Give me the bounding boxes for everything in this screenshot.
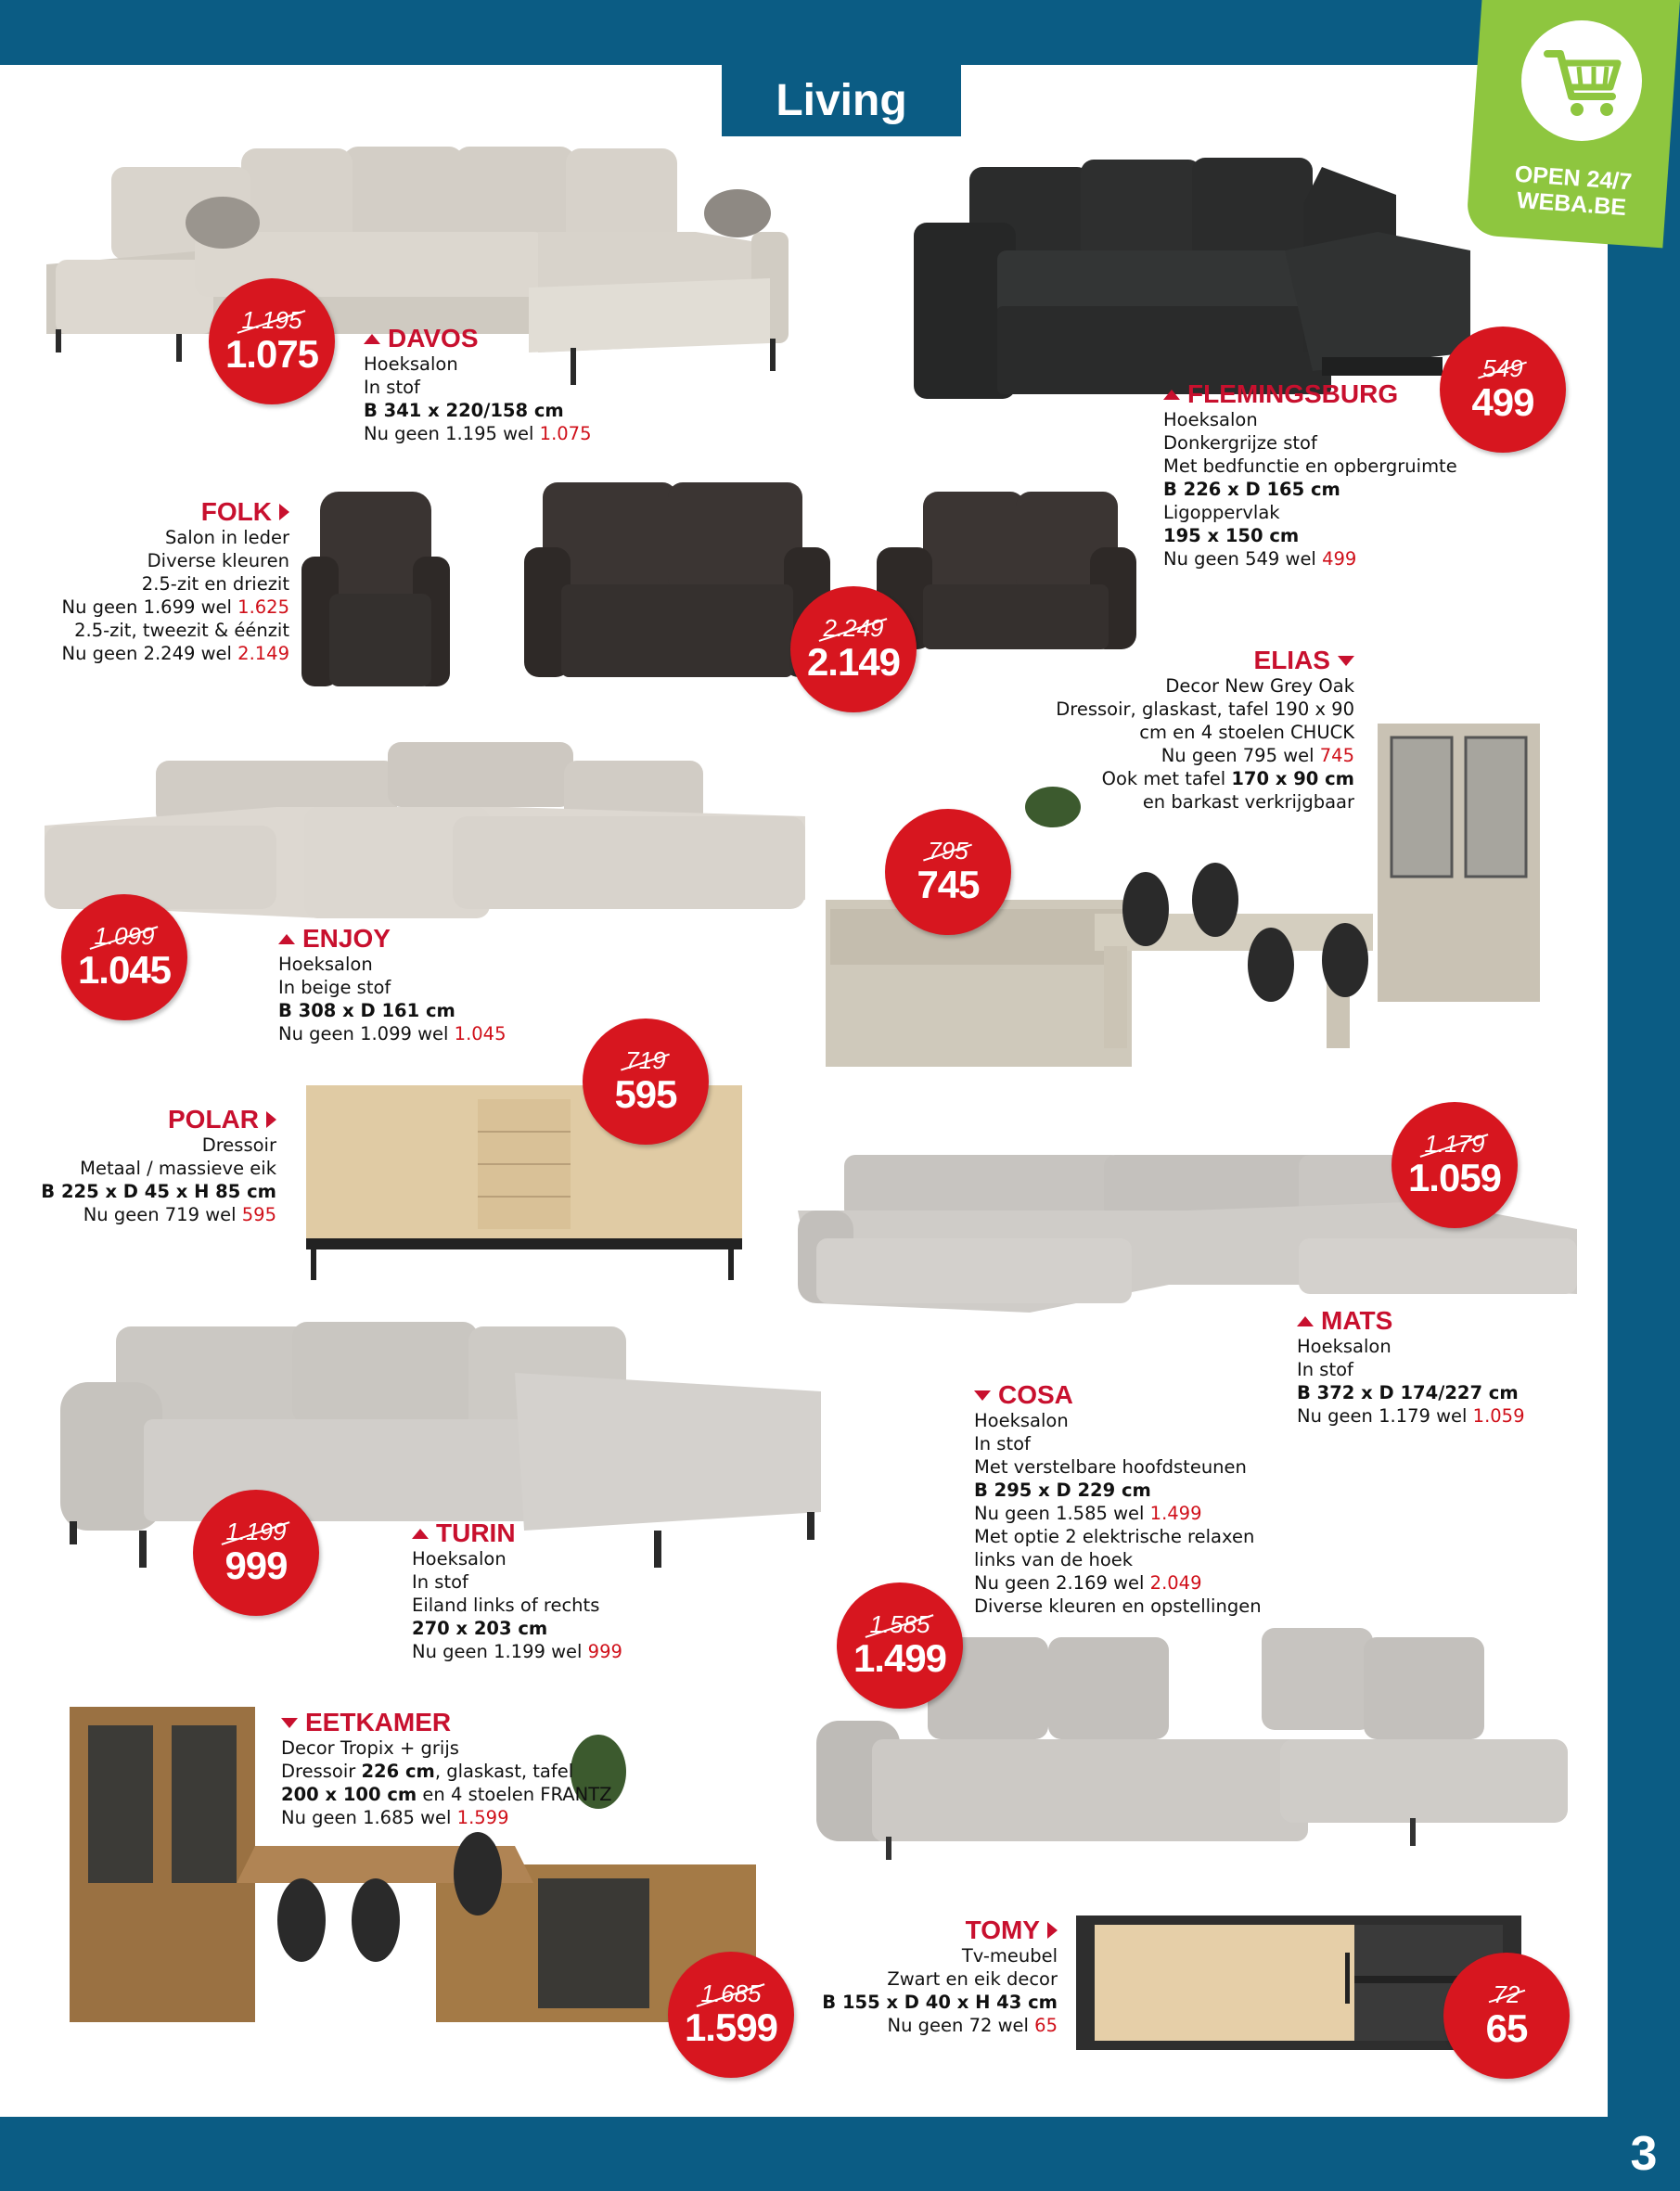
new-price: 999	[224, 1544, 288, 1587]
elias-price-badge[interactable]	[885, 809, 1011, 935]
cart-circle[interactable]	[1521, 20, 1642, 141]
polar-price-line: Nu geen 719 wel 595	[83, 1204, 276, 1225]
new-price: 1.045	[77, 948, 172, 992]
turin-name[interactable]: TURIN	[412, 1519, 622, 1547]
folk-line: 2.5-zit en driezit	[141, 573, 289, 595]
new-price: 2.149	[806, 640, 901, 684]
flemingsburg-line: Met bedfunctie en opbergruimte	[1163, 455, 1457, 477]
tomy-line: Tv-meubel	[961, 1945, 1058, 1967]
cosa-line: links van de hoek	[974, 1549, 1134, 1570]
caret-right-icon	[266, 1111, 276, 1128]
eetkamer-info	[281, 1709, 611, 1829]
caret-up-icon	[412, 1529, 429, 1539]
new-price: 745	[917, 863, 980, 906]
enjoy-info	[278, 925, 507, 1045]
folk-price-line-1: Nu geen 1.699 wel 1.625	[61, 596, 289, 618]
polar-line: Metaal / massieve eik	[80, 1158, 276, 1179]
new-price: 1.599	[684, 2005, 778, 2049]
cosa-price-badge[interactable]	[837, 1582, 963, 1709]
davos-line-type: Hoeksalon	[364, 353, 458, 375]
turin-dimensions: 270 x 203 cm	[412, 1618, 548, 1639]
flemingsburg-price-line: Nu geen 549 wel 499	[1163, 548, 1357, 570]
caret-up-icon	[1297, 1316, 1314, 1326]
shopping-cart-icon	[1521, 20, 1642, 141]
shop-tab-text[interactable]: OPEN 24/7 WEBA.BE	[1513, 160, 1634, 222]
eetkamer-name[interactable]: EETKAMER	[281, 1709, 611, 1736]
mats-dimensions: B 372 x D 174/227 cm	[1297, 1382, 1519, 1403]
mats-name[interactable]: MATS	[1297, 1307, 1525, 1335]
elias-line: en barkast verkrijgbaar	[1142, 791, 1354, 813]
flemingsburg-sofa-image	[914, 148, 1470, 399]
tomy-price-badge[interactable]	[1443, 1953, 1570, 2079]
new-price: 65	[1485, 2006, 1528, 2050]
old-price: 2.249	[823, 614, 884, 642]
elias-line-table: Ook met tafel 170 x 90 cm	[1101, 768, 1354, 789]
davos-info	[364, 325, 592, 445]
polar-dimensions: B 225 x D 45 x H 85 cm	[41, 1181, 276, 1202]
eetkamer-price-badge[interactable]	[668, 1952, 794, 2078]
eetkamer-price-line: Nu geen 1.685 wel 1.599	[281, 1807, 509, 1828]
new-price: 1.499	[853, 1636, 947, 1680]
folk-line: Salon in leder	[164, 527, 289, 548]
eetkamer-line: Decor Tropix + grijs	[281, 1737, 459, 1759]
tomy-dimensions: B 155 x D 40 x H 43 cm	[822, 1992, 1058, 2013]
old-price: 1.179	[1424, 1130, 1485, 1158]
folk-name[interactable]: FOLK	[37, 498, 289, 526]
folk-info	[37, 498, 289, 665]
mats-price-line: Nu geen 1.179 wel 1.059	[1297, 1405, 1525, 1427]
elias-line: Dressoir, glaskast, tafel 190 x 90	[1056, 698, 1354, 720]
elias-info	[983, 647, 1354, 814]
eetkamer-line-table: 200 x 100 cm en 4 stoelen FRANTZ	[281, 1784, 612, 1805]
davos-price-line: Nu geen 1.195 wel 1.075	[364, 423, 592, 444]
flemingsburg-name[interactable]: FLEMINGSBURG	[1163, 380, 1457, 408]
tomy-info	[816, 1916, 1058, 2037]
polar-price-badge[interactable]	[583, 1019, 709, 1145]
mats-line: In stof	[1297, 1359, 1353, 1380]
turin-price-badge[interactable]	[193, 1490, 319, 1616]
enjoy-line: In beige stof	[278, 977, 391, 998]
new-price: 1.075	[224, 332, 319, 376]
cosa-line: Met verstelbare hoofdsteunen	[974, 1456, 1247, 1478]
tomy-price-line: Nu geen 72 wel 65	[887, 2015, 1058, 2036]
old-price: 1.685	[700, 1980, 762, 2007]
cosa-line: Diverse kleuren en opstellingen	[974, 1595, 1262, 1617]
caret-down-icon	[1338, 656, 1354, 666]
turin-line: Hoeksalon	[412, 1548, 507, 1570]
mats-line: Hoeksalon	[1297, 1336, 1391, 1357]
cosa-line: Met optie 2 elektrische relaxen	[974, 1526, 1255, 1547]
flemingsburg-price-badge[interactable]	[1440, 327, 1566, 453]
bottom-band	[0, 2117, 1680, 2191]
davos-line-material: In stof	[364, 377, 420, 398]
old-price: 549	[1482, 354, 1523, 382]
enjoy-name[interactable]: ENJOY	[278, 925, 507, 953]
folk-line: 2.5-zit, tweezit & éénzit	[74, 620, 289, 641]
elias-name[interactable]: ELIAS	[983, 647, 1354, 674]
elias-price-line: Nu geen 795 wel 745	[1161, 745, 1354, 766]
old-price: 1.585	[869, 1610, 930, 1638]
folk-price-badge[interactable]	[790, 586, 917, 712]
polar-name[interactable]: POLAR	[37, 1106, 276, 1134]
caret-up-icon	[364, 334, 380, 344]
cosa-info	[974, 1381, 1262, 1618]
flemingsburg-line: Donkergrijze stof	[1163, 432, 1317, 454]
enjoy-line: Hoeksalon	[278, 954, 373, 975]
old-price: 1.195	[241, 306, 302, 334]
davos-dimensions: B 341 x 220/158 cm	[364, 400, 564, 421]
elias-line: cm en 4 stoelen CHUCK	[1139, 722, 1354, 743]
polar-line: Dressoir	[201, 1134, 276, 1156]
turin-info	[412, 1519, 622, 1663]
old-price: 1.199	[225, 1518, 287, 1545]
caret-right-icon	[279, 504, 289, 520]
caret-up-icon	[278, 934, 295, 944]
mats-price-badge[interactable]	[1391, 1102, 1518, 1228]
cosa-price-line-1: Nu geen 1.585 wel 1.499	[974, 1503, 1202, 1524]
top-band	[0, 0, 1680, 65]
turin-price-line: Nu geen 1.199 wel 999	[412, 1641, 622, 1662]
folk-line: Diverse kleuren	[147, 550, 289, 571]
old-price: 795	[928, 837, 968, 865]
flemingsburg-info	[1163, 380, 1457, 570]
caret-down-icon	[281, 1718, 298, 1728]
old-price: 719	[625, 1046, 666, 1074]
cosa-line: In stof	[974, 1433, 1031, 1454]
enjoy-price-line: Nu geen 1.099 wel 1.045	[278, 1023, 507, 1044]
right-band	[1608, 0, 1680, 2191]
tomy-line: Zwart en eik decor	[887, 1968, 1058, 1990]
caret-down-icon	[974, 1390, 991, 1401]
cosa-dimensions: B 295 x D 229 cm	[974, 1480, 1151, 1501]
enjoy-price-badge[interactable]	[61, 894, 187, 1020]
flemingsburg-sleep-size: 195 x 150 cm	[1163, 525, 1300, 546]
folk-price-line-2: Nu geen 2.249 wel 2.149	[61, 643, 289, 664]
new-price: 1.059	[1407, 1156, 1502, 1199]
elias-line: Decor New Grey Oak	[1165, 675, 1354, 697]
new-price: 499	[1471, 380, 1534, 424]
tomy-name[interactable]: TOMY	[816, 1916, 1058, 1944]
cosa-name[interactable]: COSA	[974, 1381, 1262, 1409]
caret-right-icon	[1047, 1922, 1058, 1939]
caret-up-icon	[1163, 390, 1180, 400]
mats-info	[1297, 1307, 1525, 1428]
section-title: Living	[722, 65, 961, 136]
davos-name[interactable]: DAVOS	[364, 325, 592, 352]
flemingsburg-line: Hoeksalon	[1163, 409, 1258, 430]
cosa-line: Hoeksalon	[974, 1410, 1069, 1431]
enjoy-dimensions: B 308 x D 161 cm	[278, 1000, 455, 1021]
cosa-price-line-2: Nu geen 2.169 wel 2.049	[974, 1572, 1202, 1594]
old-price: 72	[1493, 1980, 1520, 2008]
davos-price-badge[interactable]	[209, 278, 335, 404]
page-number: 3	[1630, 2127, 1658, 2181]
flemingsburg-dimensions: B 226 x D 165 cm	[1163, 479, 1340, 500]
polar-info	[37, 1106, 276, 1226]
turin-line: In stof	[412, 1571, 468, 1593]
old-price: 1.099	[94, 922, 155, 950]
eetkamer-line-dressoir: Dressoir 226 cm, glaskast, tafel	[281, 1761, 574, 1782]
new-price: 595	[614, 1072, 677, 1116]
turin-line: Eiland links of rechts	[412, 1595, 600, 1616]
flemingsburg-line: Ligoppervlak	[1163, 502, 1280, 523]
